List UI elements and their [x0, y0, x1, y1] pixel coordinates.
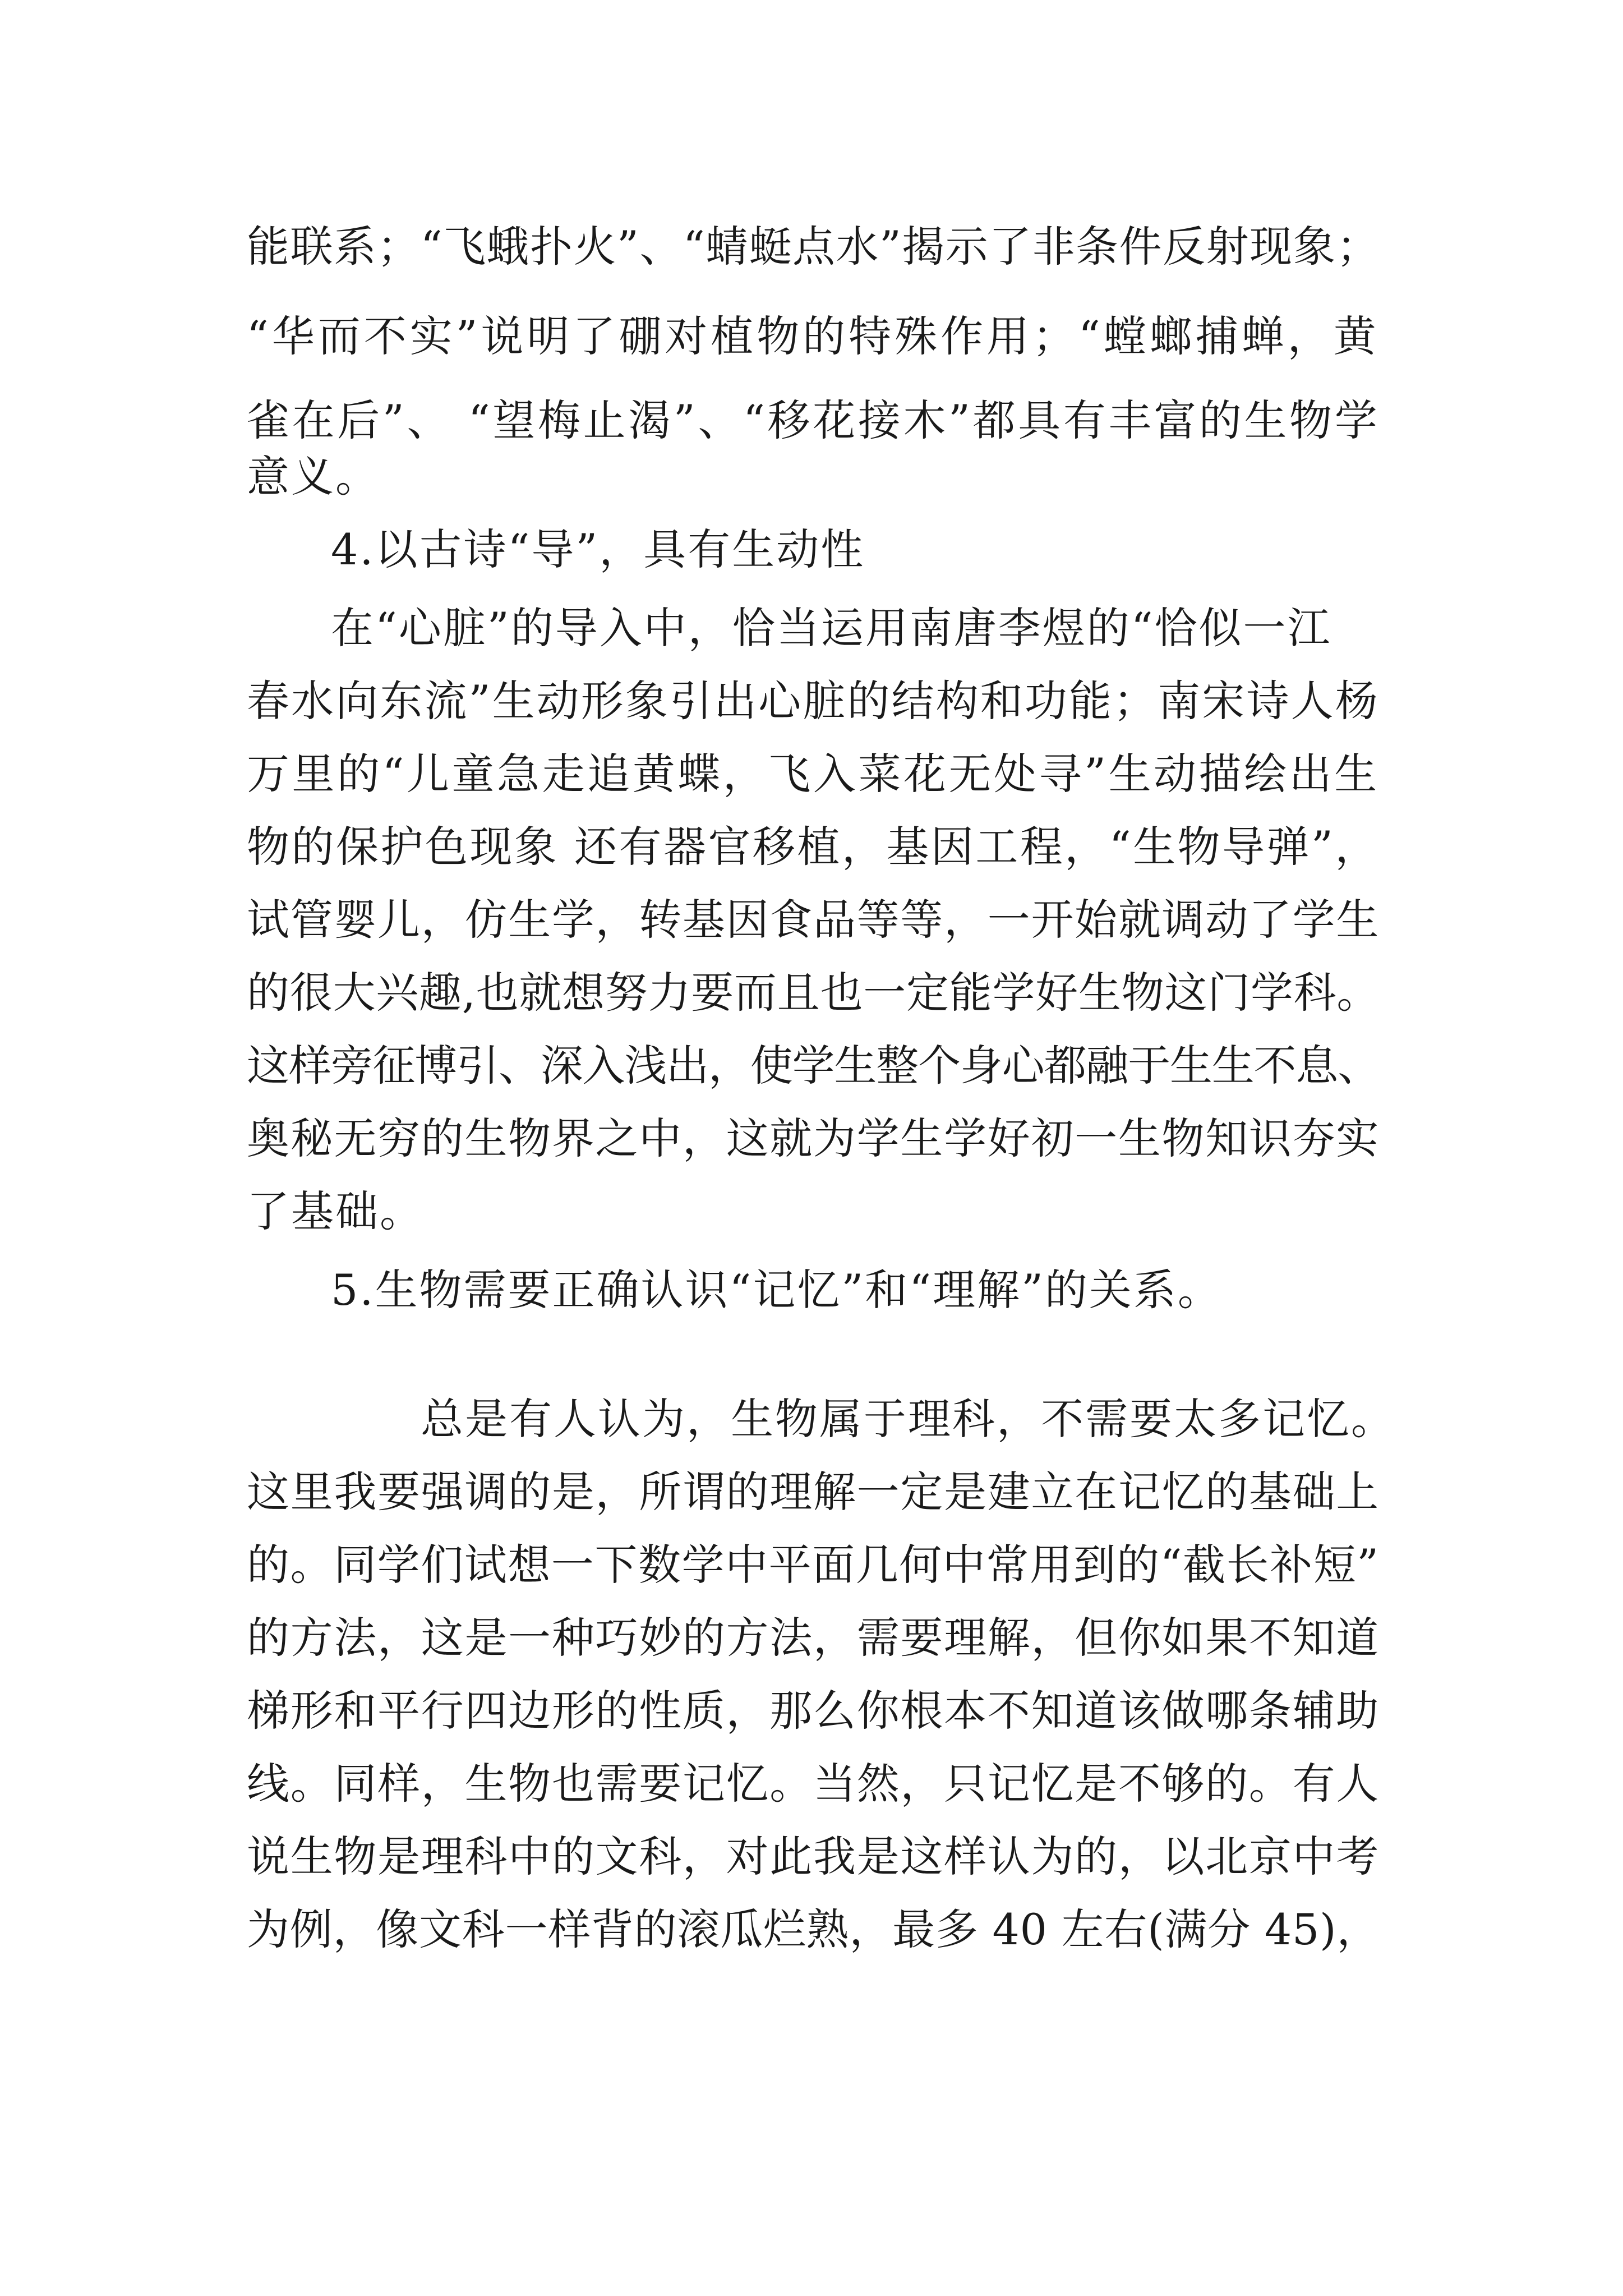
text-line: 春水向东流”生动形象引出心脏的结构和功能；南宋诗人杨 [247, 676, 1380, 726]
text-line: 能联系；“飞蛾扑火”、“蜻蜓点水”揭示了非条件反射现象； [247, 222, 1380, 272]
text-line: 了基础。 [247, 1186, 424, 1236]
text-line: 的方法，这是一种巧妙的方法，需要理解，但你如果不知道 [247, 1613, 1380, 1663]
text-line: 总是有人认为，生物属于理科，不需要太多记忆。 [421, 1394, 1395, 1444]
text-line: 万里的“儿童急走追黄蝶，飞入菜花无处寻”生动描绘出生 [247, 749, 1380, 799]
text-line: 的。同学们试想一下数学中平面几何中常用到的“截长补短” [247, 1540, 1380, 1590]
text-line: 雀在后”、 “望梅止渴”、“移花接木”都具有丰富的生物学 [247, 395, 1380, 445]
text-line: 线。同样，生物也需要记忆。当然，只记忆是不够的。有人 [247, 1759, 1380, 1809]
text-line: 的很大兴趣,也就想努力要而且也一定能学好生物这门学科。 [247, 968, 1380, 1018]
text-line: 奥秘无穷的生物界之中，这就为学生学好初一生物知识夯实 [247, 1114, 1380, 1163]
text-line: 这里我要强调的是，所谓的理解一定是建立在记忆的基础上 [247, 1467, 1380, 1517]
text-line: 意义。 [247, 452, 380, 501]
text-line: “华而不实”说明了硼对植物的特殊作用；“螳螂捕蝉，黄 [247, 311, 1380, 361]
section-heading: 4.以古诗“导”，具有生动性 [331, 524, 865, 574]
text-line: 在“心脏”的导入中，恰当运用南唐李煜的“恰似一江 [331, 603, 1332, 653]
text-line: 这样旁征博引、深入浅出，使学生整个身心都融于生生不息、 [247, 1041, 1380, 1091]
text-line: 梯形和平行四边形的性质，那么你根本不知道该做哪条辅助 [247, 1686, 1380, 1736]
text-line: 试管婴儿，仿生学，转基因食品等等，一开始就调动了学生 [247, 895, 1380, 945]
text-line: 为例，像文科一样背的滚瓜烂熟，最多 40 左右(满分 45)， [247, 1904, 1380, 1954]
section-heading: 5.生物需要正确认识“记忆”和“理解”的关系。 [331, 1265, 1222, 1315]
text-line: 物的保护色现象 还有器官移植，基因工程，“生物导弹”， [247, 822, 1380, 872]
text-line: 说生物是理科中的文科，对此我是这样认为的，以北京中考 [247, 1832, 1380, 1881]
